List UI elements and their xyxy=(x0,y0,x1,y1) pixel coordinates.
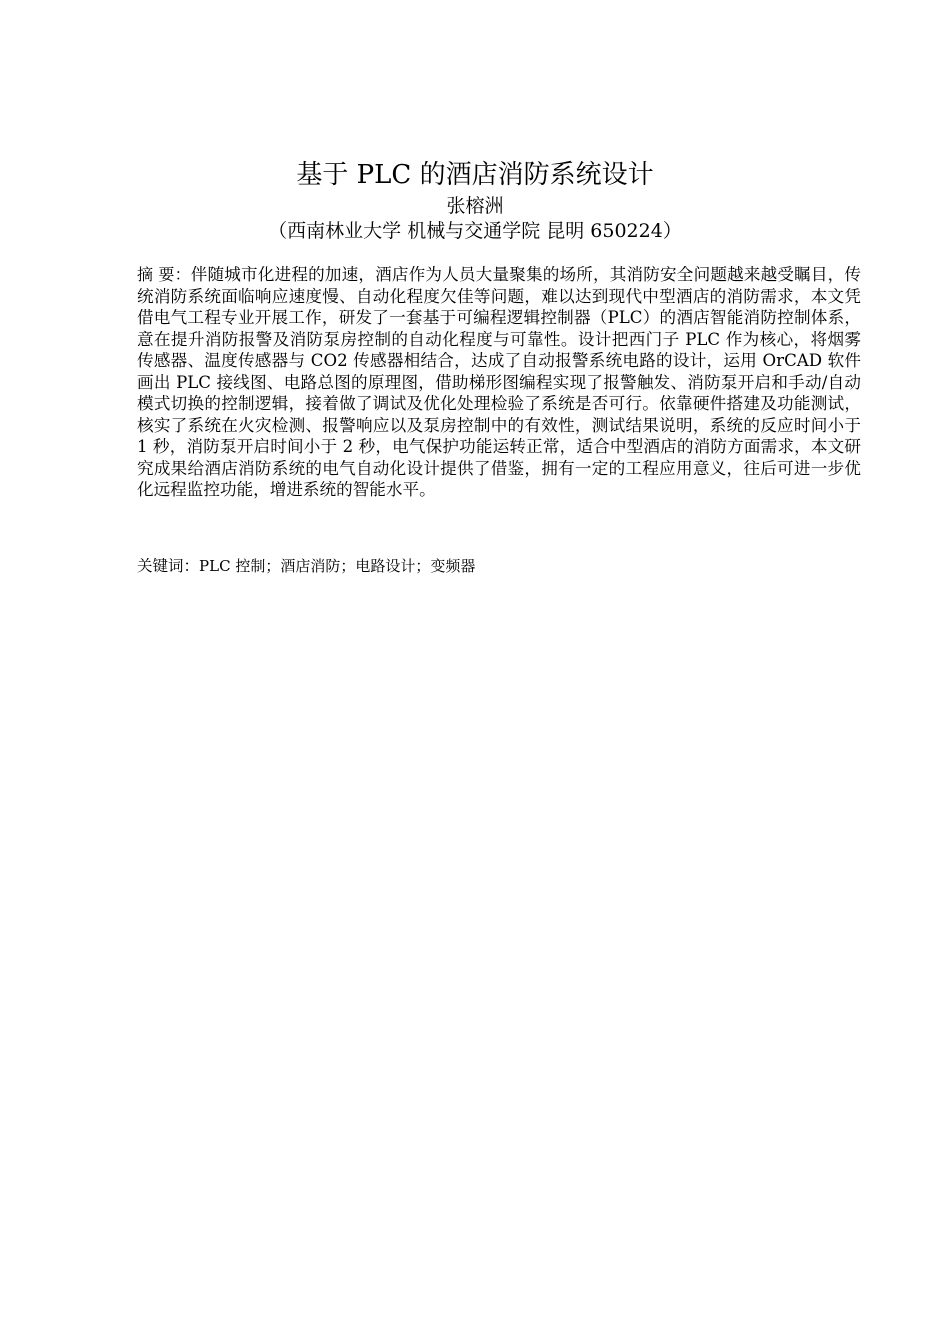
abstract-label: 摘 要： xyxy=(137,265,191,284)
keywords-line xyxy=(137,555,861,577)
abstract-paragraph xyxy=(137,264,861,501)
author-affiliation: （西南林业大学 机械与交通学院 昆明 650224） xyxy=(268,220,682,242)
keywords-text: PLC 控制；酒店消防；电路设计；变频器 xyxy=(199,557,476,575)
author-name: 张榕洲 xyxy=(446,195,504,217)
keywords-label: 关键词： xyxy=(137,557,200,575)
abstract-text: 伴随城市化进程的加速，酒店作为人员大量聚集的场所，其消防安全问题越来越受瞩目，传统消防系统面临响应速度慢、自动化程度欠佳等问题，难以达到现代中型酒店的消防需求，本文凭借电气工程专业开展工作，研发了一套基于可编程逻辑控制器（PLC）的酒店智能消防控制体系，意在提升消防报警及消防泵房控制的自动化程度与可靠性。设计把西门子 PLC 作为核心，将烟雾传感器、温度传感器与 CO2 传感器相结合，达成了自动报警系统电路的设计，运用 OrCAD 软件画出 PLC 接线图、电路总图的原理图，借助梯形图编程实现了报警触发、消防泵开启和手动/自动模式切换的控制逻辑，接着做了调试及优化处理检验了系统是否可行。依靠硬件搭建及功能测试，核实了系统在火灾检测、报警响应以及泵房控制中的有效性，测试结果说明，系统的反应时间小于 1 秒，消防泵开启时间小于 2 秒，电气保护功能运转正常，适合中型酒店的消防方面需求，本文研究成果给酒店消防系统的电气自动化设计提供了借鉴，拥有一定的工程应用意义，往后可进一步优化远程监控功能，增进系统的智能水平。 xyxy=(137,265,862,499)
paper-title: 基于 PLC 的酒店消防系统设计 xyxy=(296,160,654,190)
